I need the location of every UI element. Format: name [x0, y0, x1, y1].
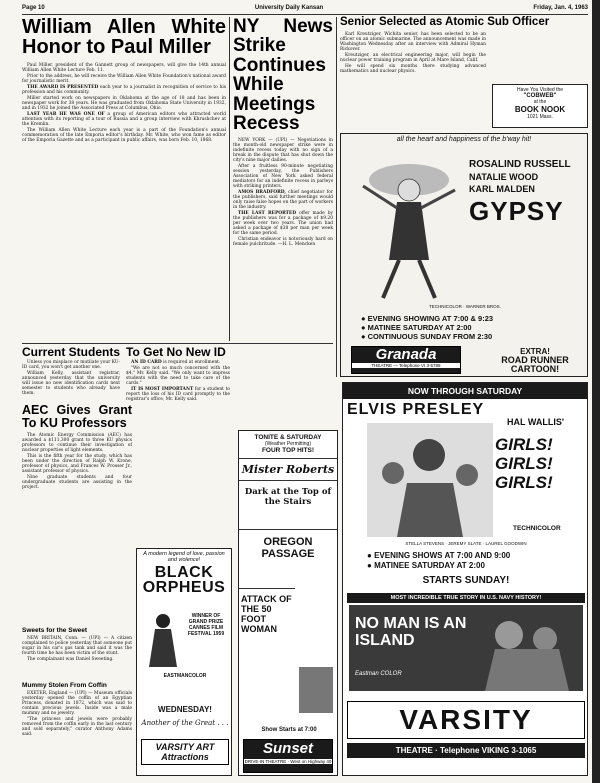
starts-sunday: STARTS SUNDAY!	[422, 575, 510, 586]
story-id-body	[126, 360, 230, 402]
paragraph: Paul Miller, president of the Gannett group of newspapers, will give the 14th annual William Allen White Lecture Feb. 11.	[22, 62, 226, 73]
paragraph: "The princess and jewels were probably removed from the coffin early in the last century and sold separately," curator Anthony Adams said.	[22, 716, 132, 737]
feature-2: Dark at the Top of the Stairs	[239, 480, 337, 529]
theatre-location: DRIVE-IN THEATRE · West on Highway 40	[244, 759, 332, 764]
showtime-text: MATINEE SATURDAY AT 2:00	[367, 323, 472, 332]
paragraph: He will spend six months there studying advanced mathematics and nuclear physics.	[340, 63, 486, 74]
theatre-phone: THEATRE · Telephone VIKING 3-1065	[347, 743, 585, 758]
masthead	[22, 5, 588, 15]
paragraph	[22, 85, 226, 95]
paper-name: University Daily Kansan	[254, 5, 324, 11]
page-number: Page 10	[22, 5, 45, 11]
story-sweets	[22, 628, 132, 663]
paragraph	[233, 190, 333, 210]
ad-show-time: Show Starts at 7:00	[261, 727, 317, 733]
granada-logo-box	[351, 346, 461, 374]
story-sweets-body	[22, 636, 132, 662]
headline-atomic-sub: Senior Selected as Atomic Sub Officer	[340, 16, 550, 28]
art-attractions-logo: VARSITY ART Attractions	[141, 739, 229, 765]
ad-black-orpheus	[136, 548, 232, 776]
paragraph: EXETER, England — (UPI) — Museum officials yesterday opened the coffin of an Egyptian Princess, donated in 1872, which was said to contain precious jewels. Inside was a male mummy and no jewelry.	[22, 690, 132, 716]
photo-head	[533, 627, 557, 651]
photo-body	[485, 649, 569, 691]
headline-aec-grant: AEC Gives Grant To KU Professors	[22, 403, 132, 430]
headline-ny-strike: NY News Strike Continues While Meetings Recess	[233, 16, 333, 134]
story-aec-body	[22, 433, 132, 490]
ad-tagline: all the heart and happiness of the b'way hit!	[396, 136, 532, 143]
headline-mummy: Mummy Stolen From Coffin	[22, 682, 107, 689]
headline-no-new-id: To Get No New ID	[126, 345, 226, 359]
story-sub-body	[340, 32, 486, 74]
paragraph: Christian endeavor is notoriously hard on female pulchritude. —H. L. Mencken	[233, 237, 333, 248]
ad-line: FOUR TOP HITS!	[261, 447, 315, 454]
dancer-figure	[349, 150, 469, 300]
theatre-name: Granada	[375, 346, 437, 363]
ad-line: Have You Visited the	[516, 87, 564, 93]
showtime-text: CONTINUOUS SUNDAY FROM 2:30	[367, 332, 493, 341]
ad-line: TONITE & SATURDAY	[254, 434, 322, 441]
paragraph-text: each year to a journalist in recognition of service to his profession and his community.	[22, 84, 226, 95]
extra-cartoon	[489, 347, 581, 374]
scan-edge	[592, 0, 600, 783]
paragraph-lead: AMOS BRADFORD,	[238, 190, 286, 196]
gypsy-credits	[469, 160, 581, 224]
paragraph	[126, 387, 230, 402]
ad-line: (Weather Permitting)	[264, 441, 312, 447]
showtime: ● EVENING SHOWS AT 7:00 AND 9:00	[367, 551, 511, 560]
ad-text: WARNER BROS.	[465, 304, 501, 309]
star-name: NATALIE WOOD	[469, 172, 539, 182]
ad-line: at the	[533, 99, 547, 105]
ad-day: WEDNESDAY!	[158, 705, 212, 714]
elvis-showtimes	[367, 551, 510, 571]
photo-head	[456, 464, 478, 486]
headline-william-allen-white: William Allen White Honor to Paul Miller	[22, 16, 226, 59]
photo-head	[413, 439, 445, 471]
paragraph: Karl Kreutziger, Wichita senior, has been selected to be an officer on an atomic submarine. The announcement was made in Washington Wednesday after an interview with Admiral Hyman Rickover.	[340, 31, 486, 52]
column-rule	[336, 17, 337, 377]
ad-granada-gypsy	[340, 133, 588, 377]
paragraph: The complainant was Daniel Sweeting.	[27, 656, 114, 662]
dateline: NEW YORK — (UPI) —	[238, 138, 295, 144]
story-mummy	[22, 683, 132, 738]
photo-head	[382, 462, 404, 484]
photo-head	[495, 621, 523, 649]
ad-varsity-elvis	[342, 382, 588, 776]
story-mummy-body	[22, 691, 132, 737]
story-aec-grant	[22, 404, 132, 491]
paragraph: This is the fifth year for the study, which has been under the direction of Ralph W. Krone, professor of physics, and Frances W. Prosser Jr., assistant professor of physics.	[22, 453, 132, 474]
feature-4: ATTACK OF THE 50 FOOT WOMAN	[239, 588, 295, 640]
paragraph	[233, 138, 333, 163]
theatre-phone: THEATRE — Telephone VI 3-5788	[352, 363, 460, 368]
showtime-text: EVENING SHOWS AT 7:00 AND 9:00	[374, 551, 511, 560]
award-box	[183, 613, 229, 637]
paragraph	[233, 211, 333, 236]
ad-intro: A modern legend of love, passion and violence!	[143, 551, 225, 563]
paragraph: William Kelly, assistant registrar, announced yesterday that the university will issue no new identification cards next semester to students who already have them.	[22, 371, 120, 397]
feature-1: Mister Roberts	[239, 458, 337, 480]
paragraph-text: offer made by the publishers was for a package of $9.20 per week over two years. The union had asked a package of $38 per man per week for the same period.	[233, 211, 333, 237]
story-white-body	[22, 63, 226, 144]
ad-line: CARTOON!	[510, 364, 560, 374]
paragraph: "We are not so much concerned with the $4," Mr. Kelly said. "We only want to impress students with the need to take care of the cards."	[126, 366, 230, 387]
paragraph: Unless you misplace or mutilate your KU-ID card, you won't get another one.	[22, 360, 120, 371]
paragraph-text: chief negotiator for the publishers, said further meetings would only raise false hopes on the part of workers in the industry.	[233, 190, 333, 211]
ad-line: EXTRA!	[520, 347, 550, 356]
paragraph-lead: AN ID CARD	[131, 360, 162, 366]
ad-line: "COBWEB"	[523, 93, 557, 99]
ad-cobweb-book-nook	[492, 84, 588, 128]
paragraph	[22, 112, 226, 127]
paragraph: The William Allen White Lecture each year is a part of the Foundation's annual commemoration of the late Emporia editor's birthday. Mr. White, who won fame as editor of the Emporia Gazette and as a participant in public affairs, was born Feb. 10, 1868.	[22, 127, 226, 143]
paragraph-text: a group of American editors who attracted world attention with its reporting of a tour of Russia and a group interview with Khrushchev at the Kremlin.	[22, 111, 227, 127]
paragraph: Nine graduate students and four undergraduate students are assisting in the project.	[22, 474, 132, 490]
showtime: ● EVENING SHOWING AT 7:00 & 9:23	[361, 314, 494, 323]
paragraph-text: for a student to report the loss of his ID card promptly to the registrar's office, Mr. Kelly said.	[126, 387, 230, 403]
headline-current-students: Current Students	[22, 345, 121, 359]
sunset-logo-box	[243, 739, 333, 773]
star-name: KARL MALDEN	[469, 184, 535, 194]
orpheus-figure	[143, 611, 183, 669]
varsity-logo: VARSITY	[347, 701, 585, 739]
head-shape	[156, 614, 170, 628]
star-name: ELVIS PRESLEY	[347, 401, 485, 418]
paragraph: The Atomic Energy Commission (AEC) has awarded a $111,300 grant to three KU physics professors to continue their investigation of nuclear properties of light elements.	[22, 432, 132, 453]
paragraph-text: is required at enrollment.	[163, 360, 221, 366]
elvis-photo	[367, 423, 493, 537]
showtime: ● CONTINUOUS SUNDAY FROM 2:30	[361, 332, 493, 341]
paragraph-lead: IT IS MOST IMPORTANT	[131, 387, 194, 393]
feature-photo	[299, 667, 333, 713]
horizontal-rule	[22, 343, 333, 344]
showtime-text: MATINEE SATURDAY AT 2:00	[374, 561, 485, 570]
paragraph-text: Negotiations in the month-old newspaper strike were in indefinite recess today with no sign of a break in the dispute that has shut down the city's nine major dailies.	[233, 138, 333, 164]
paragraph: After a fruitless 90-minute negotiating session yesterday, the Publishers Association of New York asked federal mediators for an indefinite recess in parleys with striking printers.	[233, 164, 333, 190]
story-ny-strike	[233, 17, 333, 248]
body-shape	[149, 629, 177, 667]
showtime-text: EVENING SHOWING AT 7:00 & 9:23	[367, 314, 494, 323]
true-story-banner: MOST INCREDIBLE TRUE STORY IN U.S. NAVY HISTORY!	[347, 593, 585, 603]
issue-date: Friday, Jan. 4, 1963	[533, 5, 588, 11]
feature-3: OREGON PASSAGE	[239, 529, 337, 588]
film-title: GYPSY	[469, 196, 564, 226]
award-line: WINNER OF GRAND PRIZE	[188, 613, 224, 625]
ad-now-banner: NOW THROUGH SATURDAY	[343, 383, 587, 399]
ad-cast: STELLA STEVENS · JEREMY SLATE · LAUREL GOODWIN	[405, 541, 527, 546]
paragraph-lead: THE LAST REPORTED	[238, 211, 297, 217]
legs-shape	[383, 260, 435, 298]
film-title: BLACK ORPHEUS	[142, 564, 226, 596]
story-william-allen-white	[22, 17, 226, 144]
star-name: ROSALIND RUSSELL	[469, 159, 571, 170]
paragraph	[126, 360, 230, 365]
film-title: GIRLS! GIRLS! GIRLS!	[495, 435, 553, 492]
ad-line: BOOK NOOK	[514, 105, 566, 114]
film-title-2: NO MAN IS AN ISLAND	[355, 615, 467, 649]
showtime: ● MATINEE SATURDAY AT 2:00	[361, 323, 472, 332]
ad-another: Another of the Great . . .	[141, 719, 229, 727]
story-students-body	[22, 360, 120, 396]
ad-sunset-drive-in	[238, 430, 338, 776]
ad-tech: TECHNICOLOR	[513, 525, 561, 532]
column-rule	[229, 17, 230, 341]
story-strike-body	[233, 138, 333, 247]
gypsy-showtimes	[361, 314, 493, 341]
face-shape	[398, 179, 420, 201]
ad-tech: EASTMANCOLOR	[163, 673, 207, 679]
story-atomic-sub	[340, 17, 588, 75]
paragraph: Prior to the address, he will receive the William Allen White Foundation's national award for journalistic merit.	[22, 73, 226, 84]
paragraph: Miller started work on newspapers in Oklahoma at the age of 18 and has been in newspaper work for 38 years. He was graduated from Oklahoma State University in 1932, and in 1932 he joined the Associated Press at Columbus, Ohio.	[22, 95, 226, 111]
headline-sweets: Sweets for the Sweet	[22, 627, 88, 634]
story-current-students	[22, 346, 120, 397]
ad-line: ROAD RUNNER	[501, 355, 569, 365]
body-shape	[389, 202, 429, 260]
ad-text: TECHNICOLOR	[429, 304, 462, 309]
theatre-name: Sunset	[262, 740, 313, 757]
ad-line: 1021 Mass.	[527, 114, 553, 120]
showtime: ● MATINEE SATURDAY AT 2:00	[367, 561, 485, 570]
story-no-new-id	[126, 346, 230, 403]
paragraph-lead: LAST YEAR HE WAS ONE OF	[27, 111, 105, 117]
producer: HAL WALLIS'	[507, 417, 564, 427]
award-line: CANNES FILM FESTIVAL 1959	[187, 625, 225, 637]
gypsy-production-credits: TECHNICOLOR · WARNER BROS.	[429, 304, 501, 309]
ad-tech-2: Eastman COLOR	[355, 671, 402, 677]
paragraph-lead: THE AWARD IS PRESENTED	[27, 84, 99, 90]
photo-body	[397, 483, 463, 537]
paragraph: Kreutziger, an electrical engineering major, will begin the nuclear power training program in April at Mare Island, Calif.	[340, 52, 486, 63]
paragraph: NEW BRITAIN, Conn. — (UPI) — A citizen complained to police yesterday that someone put sugar in his car's gas tank and said it was the fourth time he has been victim of the stunt.	[22, 635, 132, 656]
